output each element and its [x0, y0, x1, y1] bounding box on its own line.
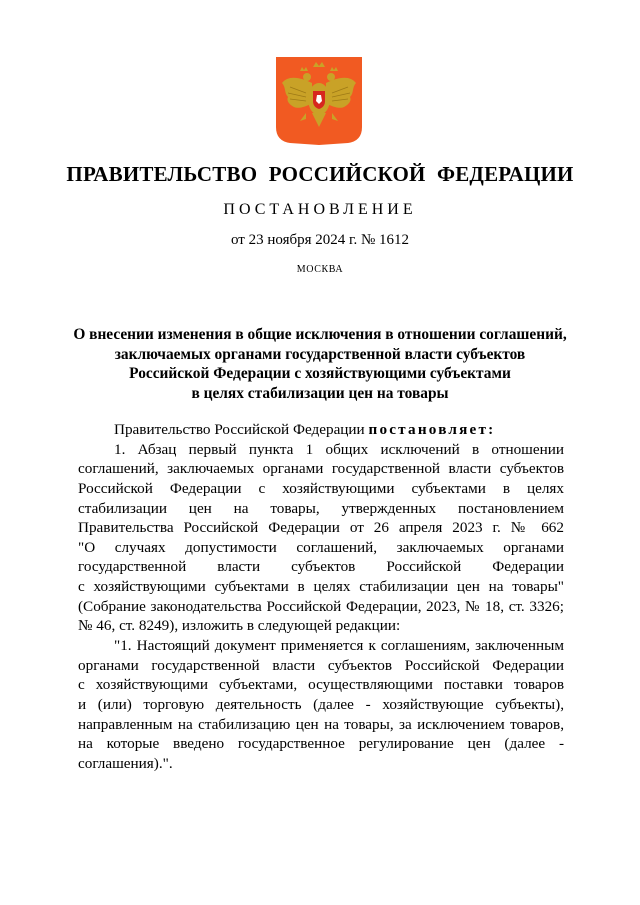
paragraph-line: Правительства Российской Федерации от 26 апреля 2023 г. № 662: [78, 519, 564, 537]
government-title: ПРАВИТЕЛЬСТВО РОССИЙСКОЙ ФЕДЕРАЦИИ: [66, 162, 574, 186]
subject-line: Российской Федерации с хозяйствующими субъектами: [129, 365, 511, 383]
paragraph-line: соглашения).".: [78, 754, 173, 772]
paragraph-line: направленным на стабилизацию цен на товары, за исключением товаров,: [78, 715, 564, 733]
paragraph-line: с хозяйствующими субъектами, осуществляющими поставки товаров: [78, 676, 564, 694]
paragraph-line: "1. Настоящий документ применяется к соглашениям, заключенным: [114, 637, 564, 655]
document-body: [78, 420, 564, 774]
preamble-line: [78, 420, 564, 440]
russian-coat-of-arms-icon: [276, 57, 362, 145]
paragraph-line: (Собрание законодательства Российской Федерации, 2023, № 18, ст. 3326;: [78, 597, 564, 615]
paragraph-line: на которые введено государственное регулирование цен (далее -: [78, 735, 564, 753]
paragraph-line: органами государственной власти субъектов Российской Федерации: [78, 656, 564, 674]
subject-line: О внесении изменения в общие исключения в отношении соглашений,: [73, 326, 567, 343]
subject-line: в целях стабилизации цен на товары: [191, 384, 449, 402]
paragraph-line: 1. Абзац первый пункта 1 общих исключений в отношении: [114, 440, 564, 458]
paragraph-line: "О случаях допустимости соглашений, заключаемых органами: [78, 538, 564, 556]
subject-line: заключаемых органами государственной власти субъектов: [114, 345, 526, 363]
paragraph-line: и (или) торговую деятельность (далее - хозяйствующие субъекты),: [78, 695, 564, 713]
preamble-emphasis: постановляет:: [368, 421, 496, 438]
document-type: ПОСТАНОВЛЕНИЕ: [223, 201, 417, 218]
document-subject: [70, 325, 570, 403]
paragraph-line: государственной власти субъектов Российской Федерации: [78, 558, 564, 576]
paragraph-line: с хозяйствующими субъектами в целях стабилизации цен на товары": [78, 578, 564, 596]
paragraph-line: соглашений, заключаемых органами государственной власти субъектов: [78, 460, 564, 478]
paragraph-line: Российской Федерации с хозяйствующими субъектами в целях: [78, 479, 564, 497]
document-city: МОСКВА: [296, 264, 344, 275]
paragraph-line: № 46, ст. 8249), изложить в следующей редакции:: [78, 617, 401, 635]
paragraph-line: стабилизации цен на товары, утвержденных постановлением: [78, 499, 564, 517]
document-date-number: от 23 ноября 2024 г. № 1612: [230, 232, 410, 248]
preamble-text: Правительство Российской Федерации: [114, 421, 365, 438]
